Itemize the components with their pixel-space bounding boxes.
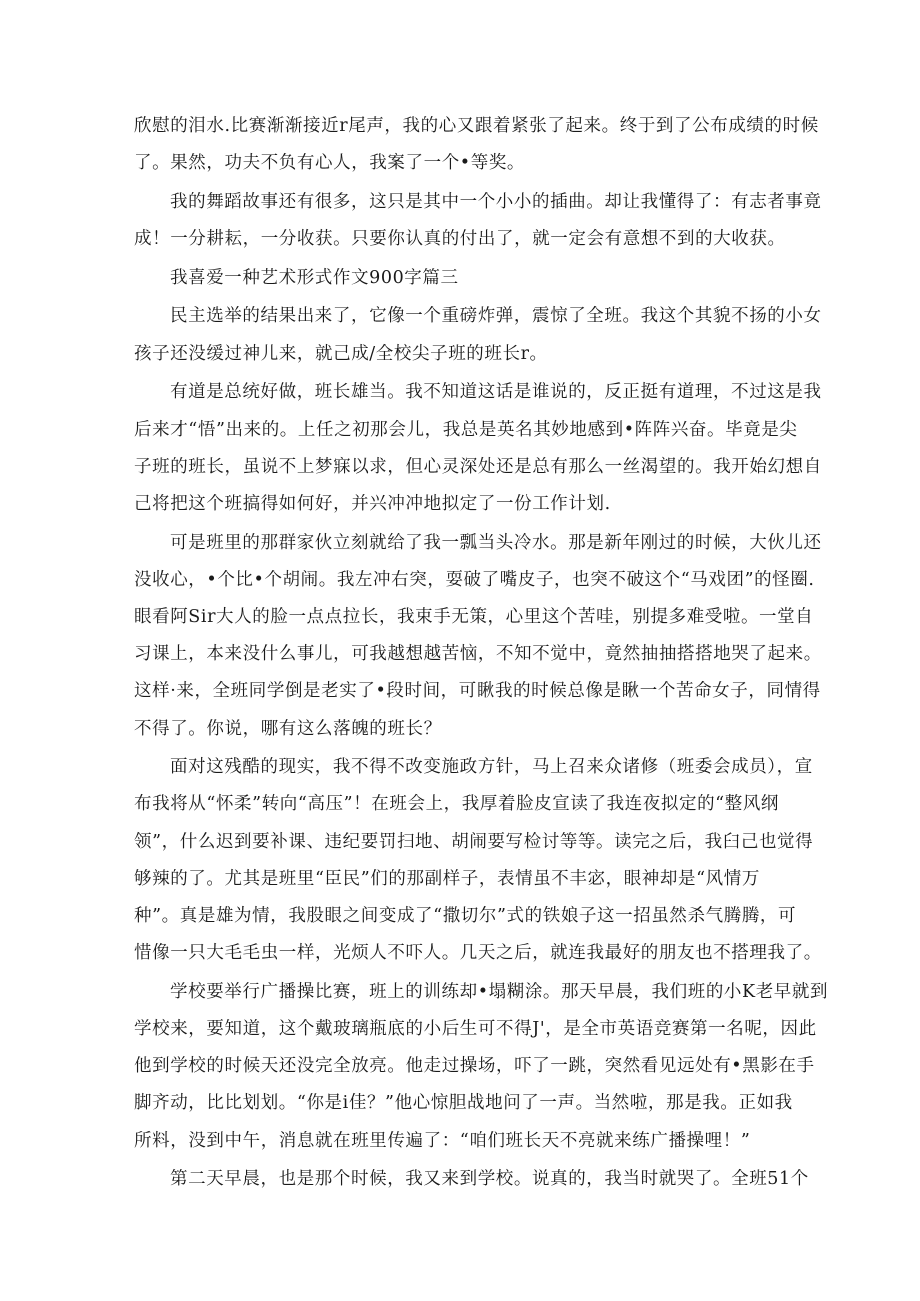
text-line: 种”。真是雄为情，我股眼之间变成了“撒切尔”式的铁娘子这一招虽然杀气腾腾，可 bbox=[134, 905, 797, 926]
text-line: 习课上，本来没什么事儿，可我越想越苦恼，不知不觉中，竟然抽抽搭搭地哭了起来。 bbox=[134, 644, 822, 665]
text-line: 我的舞蹈故事还有很多，这只是其中一个小小的插曲。却让我懂得了：有志者事竟 bbox=[170, 191, 822, 212]
text-line: 欣慰的泪水.比赛渐渐接近r尾声，我的心又跟着紧张了起来。终于到了公布成绩的时候 bbox=[134, 116, 819, 136]
paragraph bbox=[134, 184, 822, 258]
text-line: 学校来，要知道，这个戴玻璃瓶底的小后生可不得J'，是全市英语竞赛第一名呢，因此 bbox=[134, 1019, 817, 1039]
article-body bbox=[134, 108, 829, 1198]
paragraph bbox=[134, 974, 829, 1160]
paragraph bbox=[134, 374, 822, 523]
text-line: 眼看阿Sir大人的脸一点点拉长，我束手无策，心里这个苦哇，别提多难受啦。一堂自 bbox=[134, 606, 814, 627]
text-line: 学校要举行广播操比赛，班上的训练却•塌糊涂。那天早晨，我们班的小K老早就到 bbox=[170, 981, 829, 1002]
text-line: 我喜爱一种艺术形式作文900字篇三 bbox=[170, 267, 459, 288]
text-line: 民主选举的结果出来了，它像一个重磅炸弹，震惊了全班。我这个其貌不扬的小女 bbox=[170, 306, 822, 327]
paragraph bbox=[134, 1161, 809, 1198]
text-line: 不得了。你说，哪有这么落魄的班长？ bbox=[134, 718, 442, 739]
text-line: 够辣的了。尤其是班里“臣民”们的那副样子，表情虽不丰宓，眼神却是“风情万 bbox=[134, 868, 760, 889]
text-line: 面对这残酷的现实，我不得不改变施政方针，马上召来众诸修（班委会成员），宣 bbox=[170, 757, 813, 778]
text-line: 可是班里的那群家伙立刻就给了我一瓢当头冷水。那是新年刚过的时候，大伙儿还 bbox=[170, 532, 822, 553]
text-line: 这样·来，全班同学倒是老实了•段时间，可瞅我的时候总像是瞅一个苦命女子，同情得 bbox=[134, 681, 821, 702]
text-line: 他到学校的时候天还没完全放亮。他走过操场，吓了一跳，突然看见远处有•黑影在手 bbox=[134, 1056, 815, 1077]
text-line: 所料，没到中午，消息就在班里传遍了：“咱们班长天不亮就来练广播操哩！” bbox=[134, 1130, 751, 1151]
text-line: 己将把这个班搞得如何好，并兴冲冲地拟定了一份工作计划. bbox=[134, 493, 611, 514]
text-line: 有道是总统好做，班长雄当。我不知道这话是谁说的，反正挺有道理，不过这是我 bbox=[170, 382, 822, 403]
text-line: 孩子还没缓过神儿来，就己成/全校尖子班的班长r。 bbox=[134, 343, 548, 364]
text-line: 脚齐动，比比划划。“你是i佳？”他心惊胆战地问了一声。当然啦，那是我。正如我 bbox=[134, 1093, 793, 1114]
text-line: 第二天早晨，也是那个时候，我又来到学校。说真的，我当时就哭了。全班51个 bbox=[170, 1169, 809, 1190]
text-line: 子班的班长，虽说不上梦寐以求，但心灵深处还是总有那么一丝渴望的。我开始幻想自 bbox=[134, 456, 822, 477]
paragraph bbox=[134, 525, 822, 748]
paragraph bbox=[134, 749, 822, 972]
text-line: 成！一分耕耘，一分收获。只要你认真的付出了，就一定会有意想不到的大收获。 bbox=[134, 229, 786, 250]
section-heading bbox=[134, 260, 794, 297]
text-line: 惜像一只大毛毛虫一样，光烦人不吓人。几天之后，就连我最好的朋友也不搭理我了。 bbox=[134, 943, 822, 964]
text-line: 后来才“悟”出来的。上任之初那会儿，我总是英名其妙地感到•阵阵兴奋。毕竟是尖 bbox=[134, 419, 798, 440]
text-line: 没收心，•个比•个胡闹。我左冲右突，耍破了嘴皮子，也突不破这个“马戏团”的怪圈. bbox=[134, 569, 815, 590]
paragraph bbox=[134, 298, 822, 372]
paragraph bbox=[134, 108, 819, 182]
text-line: 了。果然，功夫不负有心人，我案了一个•等奖。 bbox=[134, 153, 526, 174]
text-line: 领”，什么迟到要补课、违纪要罚扫地、胡闹要写检讨等等。读完之后，我臼己也觉得 bbox=[134, 831, 814, 852]
text-line: 布我将从“怀柔”转向“高压”！在班会上，我厚着脸皮宣读了我连夜拟定的“整风纲 bbox=[134, 794, 780, 815]
